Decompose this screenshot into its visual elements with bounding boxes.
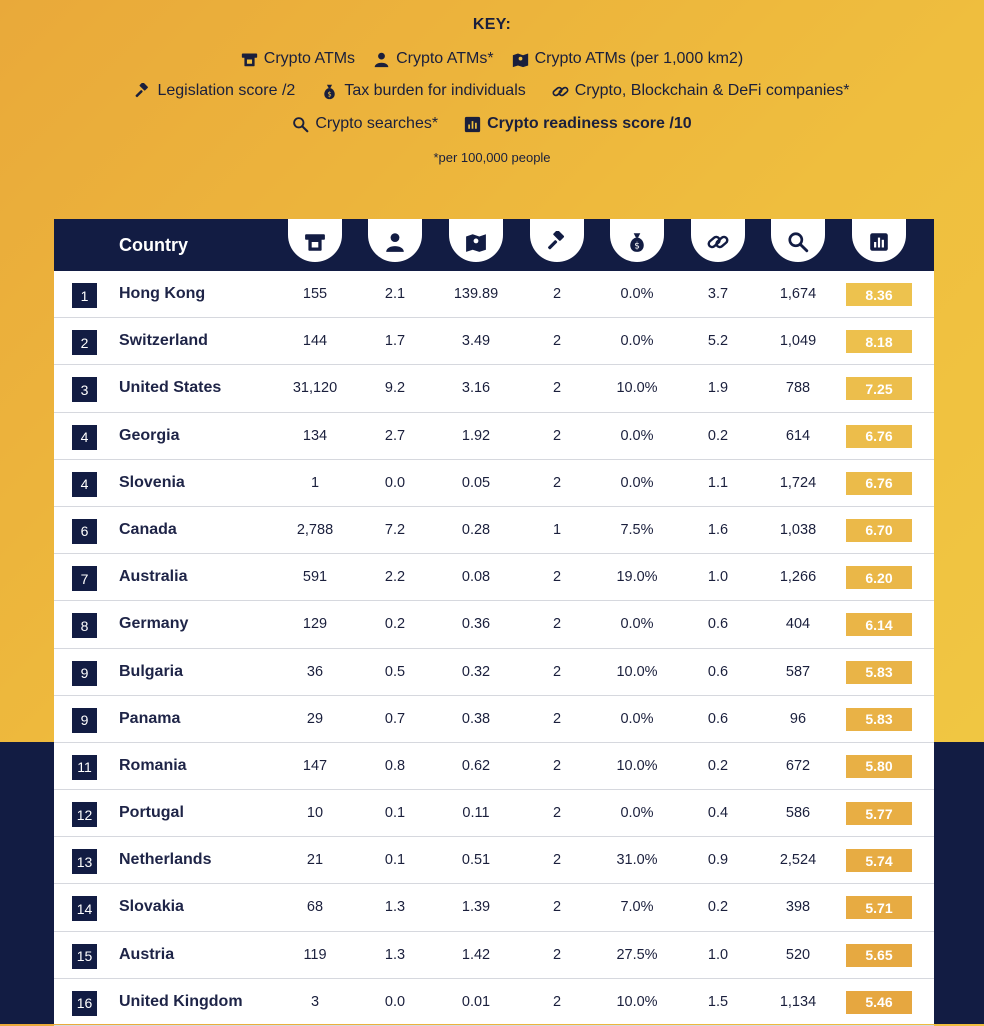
readiness-score-badge: 8.36 bbox=[846, 283, 912, 306]
rank-badge: 1 bbox=[72, 283, 97, 308]
table-row bbox=[54, 318, 934, 365]
tax-burden-value: 0.0% bbox=[620, 710, 654, 727]
country-name: Switzerland bbox=[119, 332, 208, 350]
key-label: Crypto searches* bbox=[315, 115, 439, 132]
searches-value: 96 bbox=[789, 710, 807, 727]
tax-burden-value: 10.0% bbox=[616, 993, 658, 1010]
table-row bbox=[54, 790, 934, 837]
readiness-score-badge: 8.18 bbox=[846, 330, 912, 353]
companies-value: 1.0 bbox=[707, 946, 729, 963]
tax-burden-value: 7.5% bbox=[620, 521, 654, 538]
crypto-atms-per-capita-value: 2.7 bbox=[384, 427, 406, 444]
crypto-atms-value: 29 bbox=[306, 710, 324, 727]
companies-value: 5.2 bbox=[707, 333, 729, 350]
header-crypto-atms-per-area bbox=[449, 219, 503, 262]
rank-badge: 6 bbox=[72, 519, 97, 544]
readiness-score-badge: 5.74 bbox=[846, 849, 912, 872]
crypto-atms-per-capita-value: 0.1 bbox=[384, 852, 406, 869]
table-row bbox=[54, 979, 934, 1026]
readiness-score-badge: 6.70 bbox=[846, 519, 912, 542]
crypto-atms-value: 144 bbox=[302, 333, 328, 350]
companies-value: 0.9 bbox=[707, 852, 729, 869]
tax-burden-value: 0.0% bbox=[620, 333, 654, 350]
searches-value: 2,524 bbox=[779, 852, 817, 869]
map-icon bbox=[465, 231, 487, 253]
crypto-atms-per-area-value: 1.39 bbox=[461, 899, 491, 916]
table-row bbox=[54, 696, 934, 743]
tax-burden-value: 0.0% bbox=[620, 427, 654, 444]
rank-badge: 3 bbox=[72, 377, 97, 402]
crypto-atms-per-capita-value: 0.5 bbox=[384, 663, 406, 680]
crypto-atms-value: 147 bbox=[302, 757, 328, 774]
bar-chart-icon bbox=[868, 231, 890, 253]
country-name: Austria bbox=[119, 945, 175, 963]
readiness-score-badge: 5.71 bbox=[846, 896, 912, 919]
key-legend bbox=[0, 0, 984, 200]
table-row bbox=[54, 649, 934, 696]
crypto-atms-value: 2,788 bbox=[296, 521, 334, 538]
crypto-atms-per-capita-value: 1.3 bbox=[384, 946, 406, 963]
rank-badge: 9 bbox=[72, 661, 97, 686]
crypto-atms-value: 31,120 bbox=[292, 380, 338, 397]
key-item-companies bbox=[552, 82, 850, 100]
legislation-value: 2 bbox=[552, 569, 562, 586]
crypto-atms-per-capita-value: 2.1 bbox=[384, 286, 406, 302]
country-name: Canada bbox=[119, 520, 177, 538]
legislation-value: 2 bbox=[552, 616, 562, 633]
readiness-score-badge: 5.65 bbox=[846, 944, 912, 967]
header-readiness-score bbox=[852, 219, 906, 262]
rank-badge: 15 bbox=[72, 944, 97, 969]
crypto-atms-per-capita-value: 1.3 bbox=[384, 899, 406, 916]
readiness-score-badge: 7.25 bbox=[846, 377, 912, 400]
money-bag-icon bbox=[321, 83, 338, 100]
table-row bbox=[54, 365, 934, 412]
readiness-score-badge: 5.83 bbox=[846, 708, 912, 731]
crypto-atms-per-area-value: 0.05 bbox=[461, 474, 491, 491]
crypto-atms-value: 591 bbox=[302, 569, 328, 586]
searches-value: 586 bbox=[785, 805, 811, 822]
crypto-atms-per-area-value: 0.32 bbox=[461, 663, 491, 680]
country-name: Netherlands bbox=[119, 851, 212, 869]
header-searches bbox=[771, 219, 825, 262]
country-name: United Kingdom bbox=[119, 992, 243, 1010]
readiness-score-badge: 6.76 bbox=[846, 472, 912, 495]
legislation-value: 2 bbox=[552, 805, 562, 822]
crypto-atms-per-area-value: 0.51 bbox=[461, 852, 491, 869]
tax-burden-value: 19.0% bbox=[616, 569, 658, 586]
tax-burden-value: 0.0% bbox=[620, 805, 654, 822]
country-name: Slovenia bbox=[119, 473, 185, 491]
table-row bbox=[54, 743, 934, 790]
crypto-atms-per-area-value: 0.11 bbox=[462, 805, 490, 822]
searches-value: 1,266 bbox=[779, 569, 817, 586]
key-item-readiness-score bbox=[464, 115, 692, 133]
rank-badge: 16 bbox=[72, 991, 97, 1016]
table-row bbox=[54, 932, 934, 979]
money-bag-icon bbox=[626, 231, 648, 253]
legislation-value: 2 bbox=[552, 333, 562, 350]
header-crypto-atms bbox=[288, 219, 342, 262]
table-header bbox=[54, 219, 934, 271]
tax-burden-value: 10.0% bbox=[616, 663, 658, 680]
country-name: Panama bbox=[119, 709, 181, 727]
country-name: Georgia bbox=[119, 426, 180, 444]
rank-badge: 4 bbox=[72, 472, 97, 497]
key-label: Crypto readiness score /10 bbox=[487, 115, 692, 132]
companies-value: 1.5 bbox=[707, 993, 729, 1010]
country-name: United States bbox=[119, 379, 222, 397]
legislation-value: 2 bbox=[552, 757, 562, 774]
header-crypto-atms-per-capita bbox=[368, 219, 422, 262]
companies-value: 3.7 bbox=[707, 286, 729, 302]
rank-badge: 4 bbox=[72, 425, 97, 450]
searches-value: 1,134 bbox=[779, 993, 817, 1010]
tax-burden-value: 0.0% bbox=[620, 474, 654, 491]
searches-value: 1,674 bbox=[779, 286, 817, 302]
crypto-atms-value: 68 bbox=[306, 899, 324, 916]
legislation-value: 2 bbox=[552, 427, 562, 444]
searches-value: 404 bbox=[785, 616, 811, 633]
search-icon bbox=[292, 116, 309, 133]
crypto-atms-per-capita-value: 0.2 bbox=[384, 616, 406, 633]
crypto-atms-per-area-value: 0.38 bbox=[461, 710, 491, 727]
searches-value: 614 bbox=[785, 427, 811, 444]
legislation-value: 2 bbox=[552, 993, 562, 1010]
gavel-icon bbox=[546, 231, 568, 253]
companies-value: 1.1 bbox=[707, 474, 729, 491]
key-label: Crypto, Blockchain & DeFi companies* bbox=[574, 82, 850, 99]
gavel-icon bbox=[134, 83, 151, 100]
crypto-atms-per-capita-value: 0.1 bbox=[384, 805, 406, 822]
tax-burden-value: 7.0% bbox=[620, 899, 654, 916]
chain-link-icon bbox=[552, 83, 569, 100]
crypto-atms-per-capita-value: 1.7 bbox=[384, 333, 406, 350]
tax-burden-value: 10.0% bbox=[616, 757, 658, 774]
crypto-atms-per-area-value: 0.28 bbox=[461, 521, 491, 538]
key-note: *per 100,000 people bbox=[433, 150, 551, 165]
rank-badge: 11 bbox=[72, 755, 97, 780]
tax-burden-value: 31.0% bbox=[616, 852, 658, 869]
search-icon bbox=[787, 231, 809, 253]
header-companies bbox=[691, 219, 745, 262]
searches-value: 1,049 bbox=[779, 333, 817, 350]
crypto-atms-per-area-value: 1.42 bbox=[461, 946, 491, 963]
rank-badge: 7 bbox=[72, 566, 97, 591]
key-row-1 bbox=[0, 50, 984, 68]
crypto-atms-value: 119 bbox=[303, 946, 327, 963]
header-country: Country bbox=[119, 235, 188, 255]
key-item-crypto-atms-per-capita bbox=[373, 50, 494, 68]
crypto-atms-per-capita-value: 0.7 bbox=[384, 710, 406, 727]
companies-value: 1.0 bbox=[707, 569, 729, 586]
searches-value: 587 bbox=[785, 663, 811, 680]
country-name: Australia bbox=[119, 568, 188, 586]
legislation-value: 2 bbox=[552, 946, 562, 963]
country-name: Hong Kong bbox=[119, 285, 206, 302]
crypto-atms-per-area-value: 0.08 bbox=[461, 569, 491, 586]
tax-burden-value: 27.5% bbox=[616, 946, 658, 963]
chain-link-icon bbox=[707, 231, 729, 253]
key-item-crypto-atms bbox=[241, 50, 355, 68]
key-label: Crypto ATMs (per 1,000 km2) bbox=[534, 50, 744, 67]
key-row-2 bbox=[0, 82, 984, 100]
ranking-table bbox=[54, 219, 934, 1024]
companies-value: 0.2 bbox=[707, 757, 729, 774]
legislation-value: 2 bbox=[552, 852, 562, 869]
country-name: Slovakia bbox=[119, 898, 184, 916]
country-name: Romania bbox=[119, 756, 187, 774]
crypto-atms-per-area-value: 3.16 bbox=[461, 380, 491, 397]
key-label: Tax burden for individuals bbox=[344, 82, 526, 99]
key-item-tax-burden bbox=[321, 82, 525, 100]
crypto-atms-per-area-value: 3.49 bbox=[461, 333, 491, 350]
rank-badge: 8 bbox=[72, 613, 97, 638]
readiness-score-badge: 5.83 bbox=[846, 661, 912, 684]
crypto-atms-value: 21 bbox=[306, 852, 324, 869]
searches-value: 788 bbox=[785, 380, 811, 397]
tax-burden-value: 0.0% bbox=[620, 616, 654, 633]
table-body bbox=[54, 271, 934, 1026]
key-label: Crypto ATMs bbox=[263, 50, 356, 67]
searches-value: 398 bbox=[785, 899, 811, 916]
table-row bbox=[54, 460, 934, 507]
legislation-value: 2 bbox=[552, 663, 562, 680]
table-row bbox=[54, 507, 934, 554]
key-row-3 bbox=[0, 115, 984, 133]
crypto-atms-value: 36 bbox=[306, 663, 324, 680]
rank-badge: 14 bbox=[72, 896, 97, 921]
companies-value: 1.6 bbox=[707, 521, 729, 538]
svg-text:$: $ bbox=[634, 241, 640, 252]
companies-value: 0.2 bbox=[707, 427, 729, 444]
svg-text:$: $ bbox=[327, 90, 332, 99]
searches-value: 1,724 bbox=[779, 474, 817, 491]
tax-burden-value: 0.0% bbox=[620, 286, 654, 302]
key-label: Crypto ATMs* bbox=[396, 50, 494, 67]
readiness-score-badge: 6.20 bbox=[846, 566, 912, 589]
searches-value: 672 bbox=[785, 757, 811, 774]
country-name: Germany bbox=[119, 615, 189, 633]
legislation-value: 2 bbox=[552, 286, 562, 302]
map-icon bbox=[512, 51, 529, 68]
key-item-crypto-atms-per-area bbox=[512, 50, 744, 68]
table-row bbox=[54, 837, 934, 884]
crypto-atms-per-area-value: 0.36 bbox=[461, 616, 491, 633]
legislation-value: 2 bbox=[552, 380, 562, 397]
searches-value: 1,038 bbox=[779, 521, 817, 538]
companies-value: 0.6 bbox=[707, 616, 729, 633]
table-row bbox=[54, 884, 934, 931]
companies-value: 0.6 bbox=[707, 710, 729, 727]
readiness-score-badge: 5.46 bbox=[846, 991, 912, 1014]
crypto-atms-value: 134 bbox=[302, 427, 328, 444]
companies-value: 0.4 bbox=[707, 805, 729, 822]
searches-value: 520 bbox=[785, 946, 811, 963]
atm-icon bbox=[304, 231, 326, 253]
companies-value: 0.2 bbox=[707, 899, 729, 916]
crypto-atms-per-area-value: 139.89 bbox=[453, 286, 499, 302]
crypto-atms-value: 129 bbox=[302, 616, 328, 633]
crypto-atms-per-capita-value: 2.2 bbox=[384, 569, 406, 586]
crypto-atms-per-capita-value: 0.0 bbox=[384, 474, 406, 491]
crypto-atms-per-capita-value: 0.8 bbox=[384, 757, 406, 774]
atm-icon bbox=[241, 51, 258, 68]
rank-badge: 13 bbox=[72, 849, 97, 874]
tax-burden-value: 10.0% bbox=[616, 380, 658, 397]
rank-badge: 2 bbox=[72, 330, 97, 355]
companies-value: 1.9 bbox=[707, 380, 729, 397]
companies-value: 0.6 bbox=[707, 663, 729, 680]
key-label: Legislation score /2 bbox=[157, 82, 296, 99]
crypto-atms-per-capita-value: 7.2 bbox=[384, 521, 406, 538]
bar-chart-icon bbox=[464, 116, 481, 133]
readiness-score-badge: 6.14 bbox=[846, 613, 912, 636]
key-item-legislation bbox=[134, 82, 295, 100]
crypto-atms-value: 10 bbox=[306, 805, 324, 822]
key-item-searches bbox=[292, 115, 438, 133]
key-title: KEY: bbox=[472, 16, 512, 33]
readiness-score-badge: 6.76 bbox=[846, 425, 912, 448]
table-row bbox=[54, 554, 934, 601]
crypto-atms-value: 1 bbox=[310, 474, 320, 491]
readiness-score-badge: 5.77 bbox=[846, 802, 912, 825]
header-tax-burden bbox=[610, 219, 664, 262]
crypto-atms-value: 155 bbox=[302, 286, 328, 302]
crypto-atms-value: 3 bbox=[310, 993, 320, 1010]
crypto-atms-per-area-value: 0.01 bbox=[461, 993, 491, 1010]
person-icon bbox=[384, 231, 406, 253]
person-icon bbox=[373, 51, 390, 68]
crypto-atms-per-area-value: 1.92 bbox=[461, 427, 491, 444]
crypto-atms-per-capita-value: 9.2 bbox=[384, 380, 406, 397]
country-name: Portugal bbox=[119, 804, 184, 822]
table-row bbox=[54, 601, 934, 648]
rank-badge: 12 bbox=[72, 802, 97, 827]
crypto-atms-per-capita-value: 0.0 bbox=[384, 993, 406, 1010]
crypto-atms-per-area-value: 0.62 bbox=[461, 757, 491, 774]
readiness-score-badge: 5.80 bbox=[846, 755, 912, 778]
table-row bbox=[54, 413, 934, 460]
legislation-value: 1 bbox=[552, 521, 562, 538]
legislation-value: 2 bbox=[552, 899, 562, 916]
table-row bbox=[54, 271, 934, 318]
legislation-value: 2 bbox=[552, 474, 562, 491]
legislation-value: 2 bbox=[552, 710, 562, 727]
header-legislation bbox=[530, 219, 584, 262]
rank-badge: 9 bbox=[72, 708, 97, 733]
country-name: Bulgaria bbox=[119, 662, 184, 680]
